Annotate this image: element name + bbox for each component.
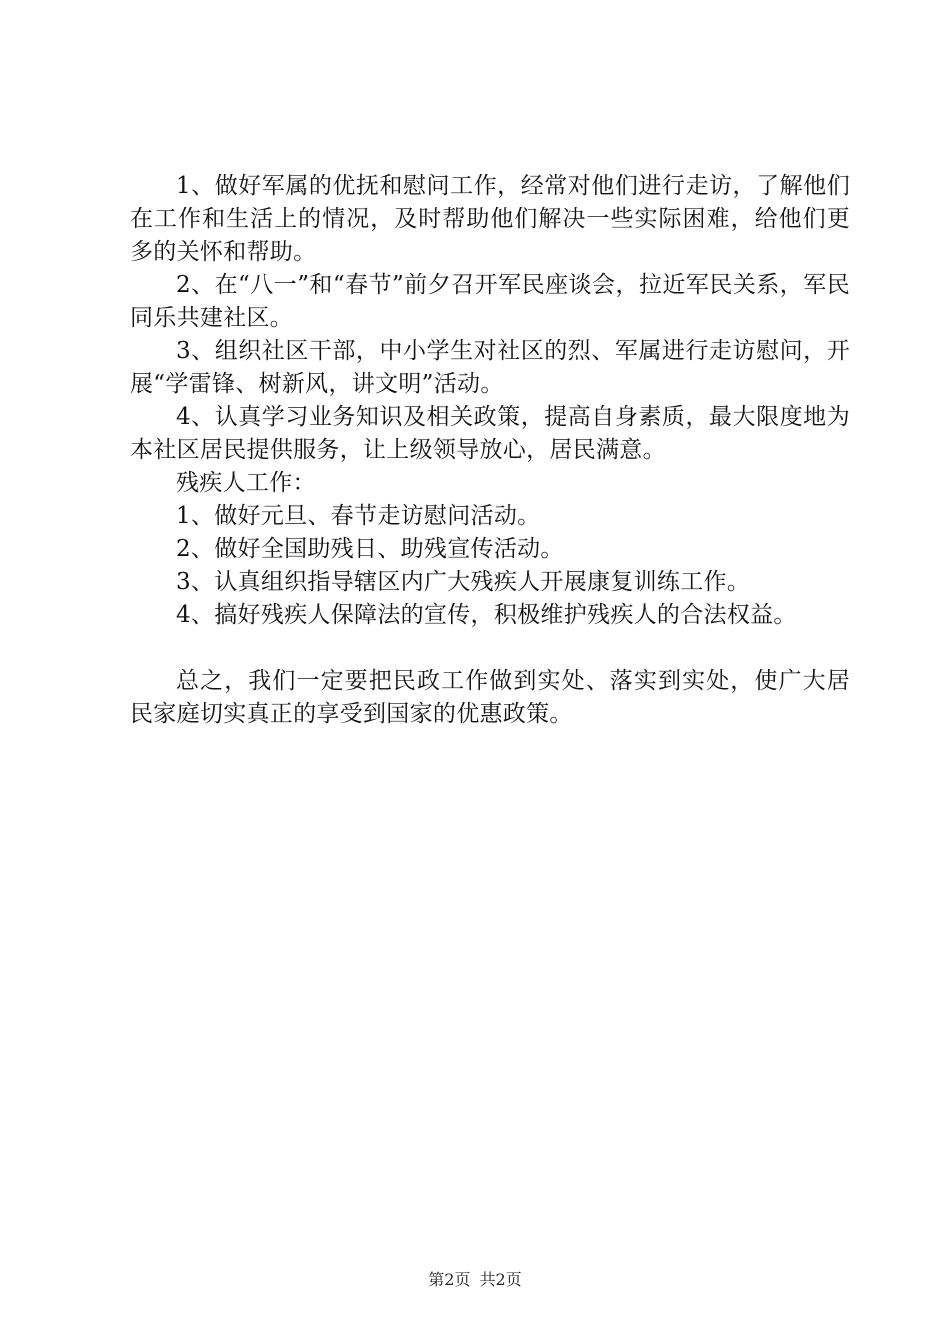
military-item-3: 3、组织社区干部，中小学生对社区的烈、军属进行走访慰问，开展“学雷锋、树新风，讲文明”活动。 — [130, 338, 850, 397]
disabled-section-heading: 残疾人工作： — [176, 470, 316, 496]
military-item-2: 2、在“八一”和“春节”前夕召开军民座谈会，拉近军民关系，军民同乐共建社区。 — [130, 272, 850, 331]
conclusion-paragraph: 总之，我们一定要把民政工作做到实处、落实到实处，使广大居民家庭切实真正的享受到国家的优惠政策。 — [130, 668, 850, 727]
page-total: 共2页 — [479, 1270, 522, 1289]
disabled-item-1: 1、做好元旦、春节走访慰问活动。 — [176, 503, 541, 529]
document-body — [130, 170, 850, 731]
paragraph-spacer — [130, 632, 850, 665]
disabled-item-4: 4、搞好残疾人保障法的宣传，积极维护残疾人的合法权益。 — [176, 602, 797, 628]
military-item-4: 4、认真学习业务知识及相关政策，提高自身素质，最大限度地为本社区居民提供服务，让上级领导放心，居民满意。 — [130, 404, 850, 463]
page-footer — [0, 1270, 950, 1290]
disabled-item-2: 2、做好全国助残日、助残宣传活动。 — [176, 536, 564, 562]
military-item-1: 1、做好军属的优抚和慰问工作，经常对他们进行走访，了解他们在工作和生活上的情况，及时帮助他们解决一些实际困难，给他们更多的关怀和帮助。 — [130, 173, 850, 265]
page-number: 第2页 — [428, 1270, 471, 1289]
disabled-item-3: 3、认真组织指导辖区内广大残疾人开展康复训练工作。 — [176, 569, 751, 595]
